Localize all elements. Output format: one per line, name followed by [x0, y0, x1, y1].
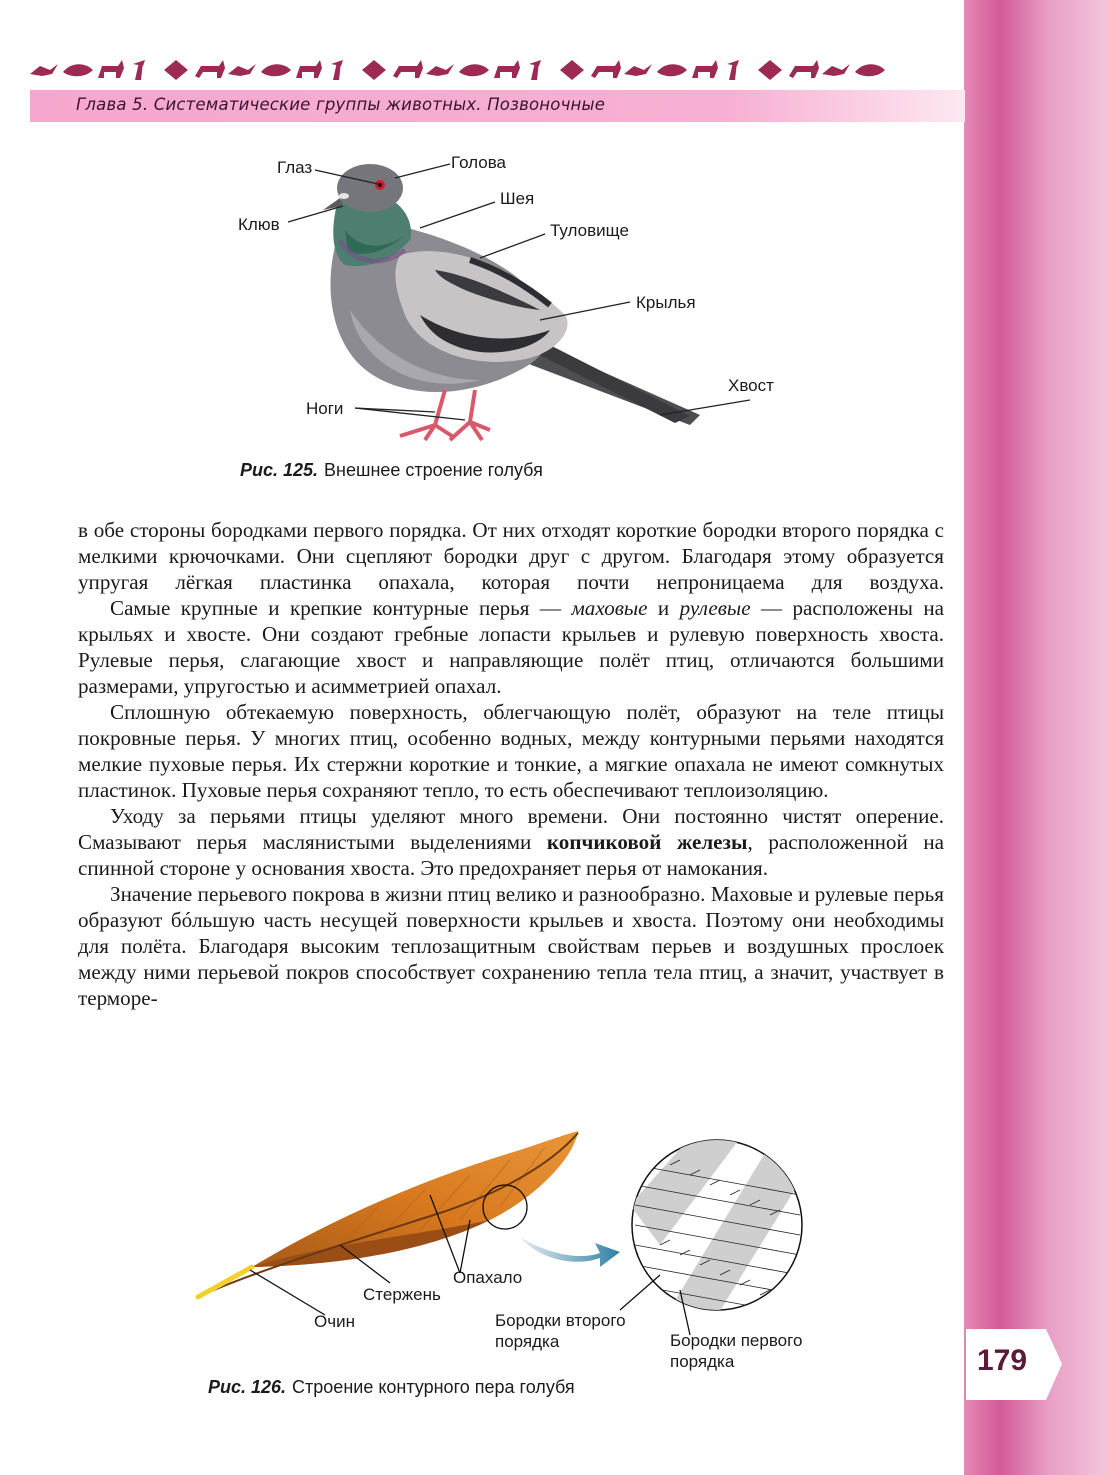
- label-quill: Очин: [314, 1312, 355, 1331]
- animal-silhouette: [727, 60, 739, 80]
- label-vane: Опахало: [453, 1268, 523, 1287]
- animal-silhouette: [624, 64, 652, 76]
- paragraph-5-text: Значение перьевого покрова в жизни птиц велико и разнообразно. Маховые и рулевые перья образуют бóльшую часть несущей поверхности крыльев и хвоста. Поэтому они необходимы для полёта. Благодаря высоким теплозащитным свойствам перьев и воздушных прослоек между ними перьевой покров способствует сохранению тепла тела птиц, а значит, участвует в терморе-: [78, 882, 944, 1010]
- animal-silhouette: [657, 64, 687, 76]
- animal-silhouette: [98, 60, 124, 78]
- label-shaft: Стержень: [363, 1285, 441, 1304]
- term-tail-feathers: рулевые: [679, 596, 751, 620]
- animal-silhouette: [591, 60, 621, 78]
- animal-silhouette-strip: [30, 56, 900, 86]
- label-barbules-line1: Бородки второго: [495, 1311, 626, 1330]
- animal-silhouette: [789, 60, 819, 78]
- animal-silhouette: [296, 60, 322, 78]
- animal-silhouette: [261, 64, 291, 76]
- animal-silhouette: [692, 60, 718, 78]
- figure126-number: Рис. 126.: [208, 1377, 287, 1397]
- paragraph-3-text: Сплошную обтекаемую поверхность, облегчающую полёт, образуют на теле птицы покровные перья. У многих птиц, особенно водных, между контурными перьями находятся мелкие пуховые перья. Их стержни короткие и тонкие, а мягкие опахала не имеют сомкнутых пластинок. Пуховые перья сохраняют тепло, то есть обеспечивают теплоизоляцию.: [78, 700, 944, 802]
- animal-silhouette: [133, 60, 145, 80]
- animal-silhouette: [63, 64, 93, 76]
- paragraph-5: [78, 881, 944, 1011]
- chapter-header-bar: [30, 90, 965, 122]
- animal-silhouette: [494, 60, 520, 78]
- paragraph-1-text: в обе стороны бородками первого порядка. От них отходят короткие бородки второго порядка с мелкими крючочками. Они сцепляют бородки друг с другом. Благодаря этому образуется упругая лёгкая пластинка опахала, которая почти непроницаема для воздуха.: [78, 518, 944, 594]
- paragraph-2-text-b: и: [647, 596, 680, 620]
- label-head: Голова: [451, 153, 507, 172]
- label-barbs-line1: Бородки первого: [670, 1331, 803, 1350]
- label-legs: Ноги: [306, 399, 344, 418]
- paragraph-2: [78, 595, 944, 699]
- label-barbs-line2: порядка: [670, 1352, 735, 1371]
- term-flight-feathers: маховые: [571, 596, 648, 620]
- paragraph-4-text-b: , расположенной на спинной стороне у основания хвоста. Это предохраняет перья от намокания.: [78, 830, 945, 880]
- animal-silhouette: [164, 60, 188, 80]
- figure125-text: Внешнее строение голубя: [324, 460, 543, 480]
- label-tail: Хвост: [728, 376, 774, 395]
- paragraph-2-text-c: — расположены на крыльях и хвосте. Они создают гребные лопасти крыльев и рулевую поверхность хвоста. Рулевые перья, слагающие хвост и направляющие полёт птиц, отличаются большими размерами, упругостью и асимметрией опахал.: [78, 596, 945, 698]
- paragraph-1: [78, 517, 944, 595]
- label-eye: Глаз: [277, 158, 313, 177]
- label-wings: Крылья: [636, 293, 696, 312]
- figure125-caption: [240, 460, 543, 481]
- label-trunk: Туловище: [550, 221, 629, 240]
- animal-silhouette: [228, 64, 256, 76]
- paragraph-3: [78, 699, 944, 803]
- pigeon-figure: [220, 140, 800, 450]
- animal-silhouette: [195, 60, 225, 78]
- animal-silhouette: [855, 64, 885, 76]
- animal-silhouette: [393, 60, 423, 78]
- animal-silhouette: [459, 64, 489, 76]
- animal-silhouette: [331, 60, 343, 80]
- label-barbules-line2: порядка: [495, 1332, 560, 1351]
- main-text: [78, 517, 944, 1011]
- term-preen-gland: копчиковой железы: [546, 830, 748, 854]
- animal-silhouette: [560, 60, 584, 80]
- animal-silhouette: [30, 64, 58, 76]
- side-color-band: [964, 0, 1107, 1475]
- animal-silhouette: [426, 64, 454, 76]
- figure126-caption: [208, 1377, 575, 1398]
- animal-silhouette: [529, 60, 541, 80]
- paragraph-4-text-a: Уходу за перьями птицы уделяют много времени. Они постоянно чистят оперение. Смазывают перья маслянистыми выделениями: [78, 804, 944, 854]
- paragraph-4: [78, 803, 944, 881]
- animal-silhouette: [822, 64, 850, 76]
- paragraph-2-text-a: Самые крупные и крепкие контурные перья —: [110, 596, 572, 620]
- figure126-text: Строение контурного пера голубя: [292, 1377, 575, 1397]
- page-number: 179: [976, 1344, 1028, 1377]
- label-neck: Шея: [500, 189, 535, 208]
- figure125-number: Рис. 125.: [240, 460, 319, 480]
- feather-figure: [190, 1125, 830, 1380]
- animal-silhouette: [758, 60, 782, 80]
- animal-silhouette: [362, 60, 386, 80]
- chapter-title: Глава 5. Систематические группы животных. Позвоночные: [76, 95, 606, 114]
- label-beak: Клюв: [238, 215, 280, 234]
